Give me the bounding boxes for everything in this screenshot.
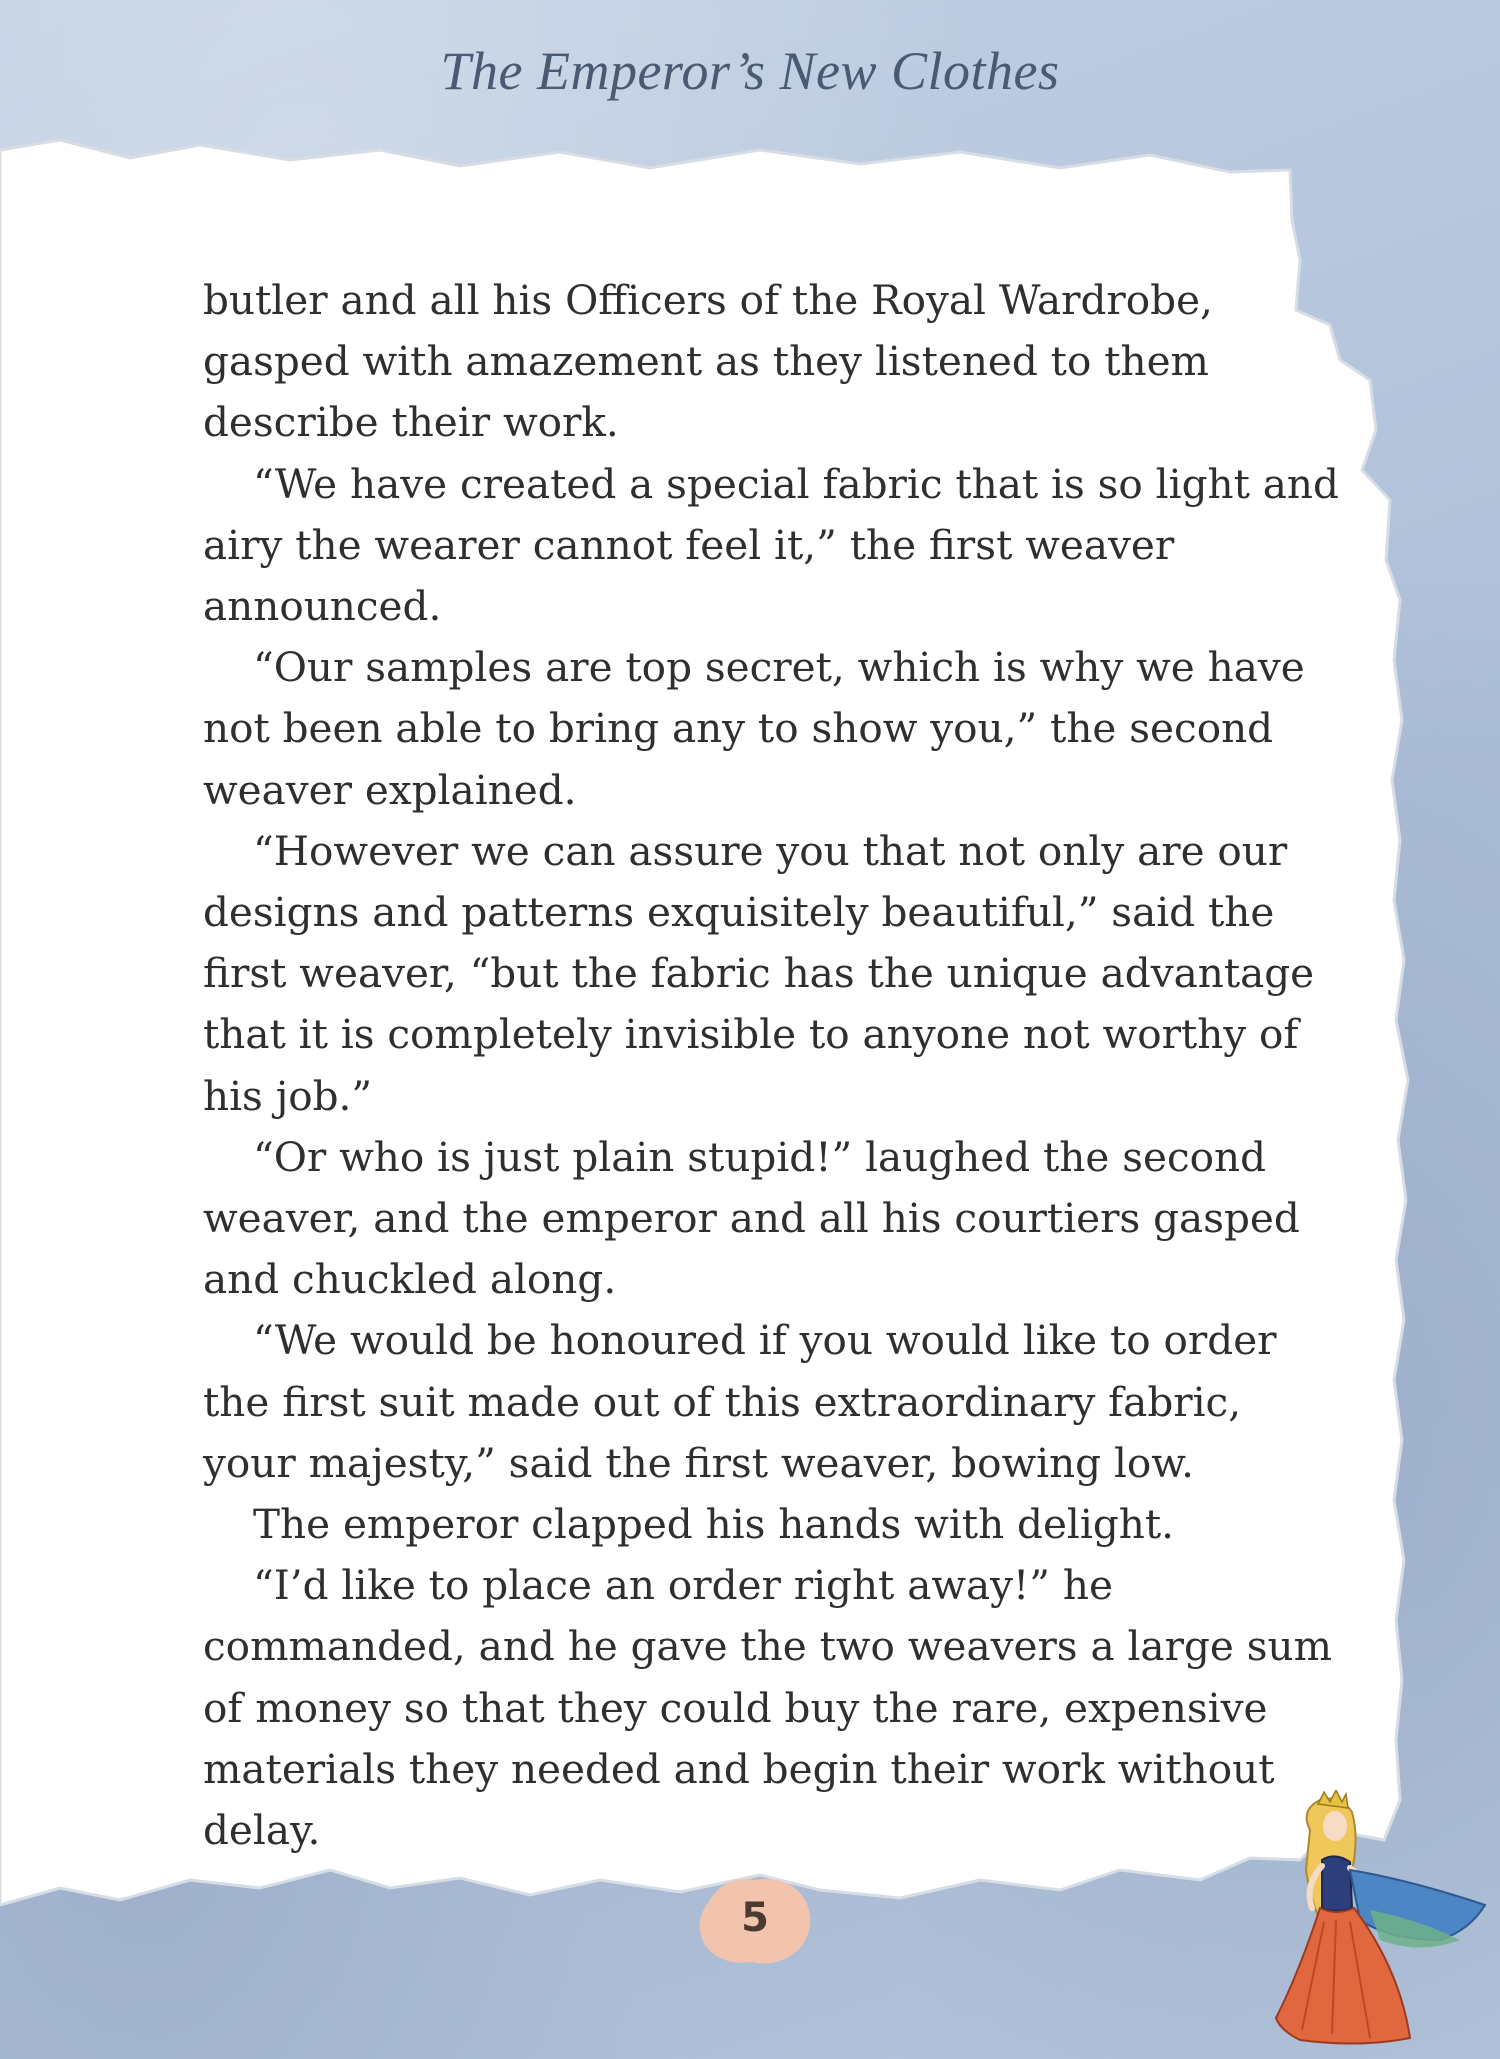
page-number: 5	[741, 1895, 769, 1941]
story-paragraph: “I’d like to place an order right away!” he commanded, and he gave the two weavers a large sum of money so that they could buy the rare, expensive materials they needed and begin their work without delay.	[203, 1561, 1332, 1855]
story-paragraph: “Our samples are top secret, which is why we have not been able to bring any to show you,” the second weaver explained.	[203, 643, 1305, 814]
story-paragraph: The emperor clapped his hands with delight.	[253, 1500, 1174, 1549]
page-title: The Emperor’s New Clothes	[440, 41, 1060, 101]
story-paragraph: “We have created a special fabric that is so light and airy the wearer cannot feel it,” the first weaver announced.	[203, 459, 1339, 631]
story-body	[203, 270, 1343, 1861]
story-paragraph: butler and all his Officers of the Royal Wardrobe, gasped with amazement as they listened to them describe their work.	[203, 276, 1213, 447]
story-paragraph: “However we can assure you that not only are our designs and patterns exquisitely beautiful,” said the first weaver, “but the fabric has the unique advantage that it is completely invisible to anyone not worthy of his job.”	[203, 826, 1315, 1120]
princess-illustration-icon	[1240, 1790, 1490, 2050]
story-paragraph: “We would be honoured if you would like to order the first suit made out of this extraordinary fabric, your majesty,” said the first weaver, bowing low.	[203, 1316, 1277, 1487]
story-paragraph: “Or who is just plain stupid!” laughed the second weaver, and the emperor and all his courtiers gasped and chuckled along.	[203, 1132, 1300, 1304]
